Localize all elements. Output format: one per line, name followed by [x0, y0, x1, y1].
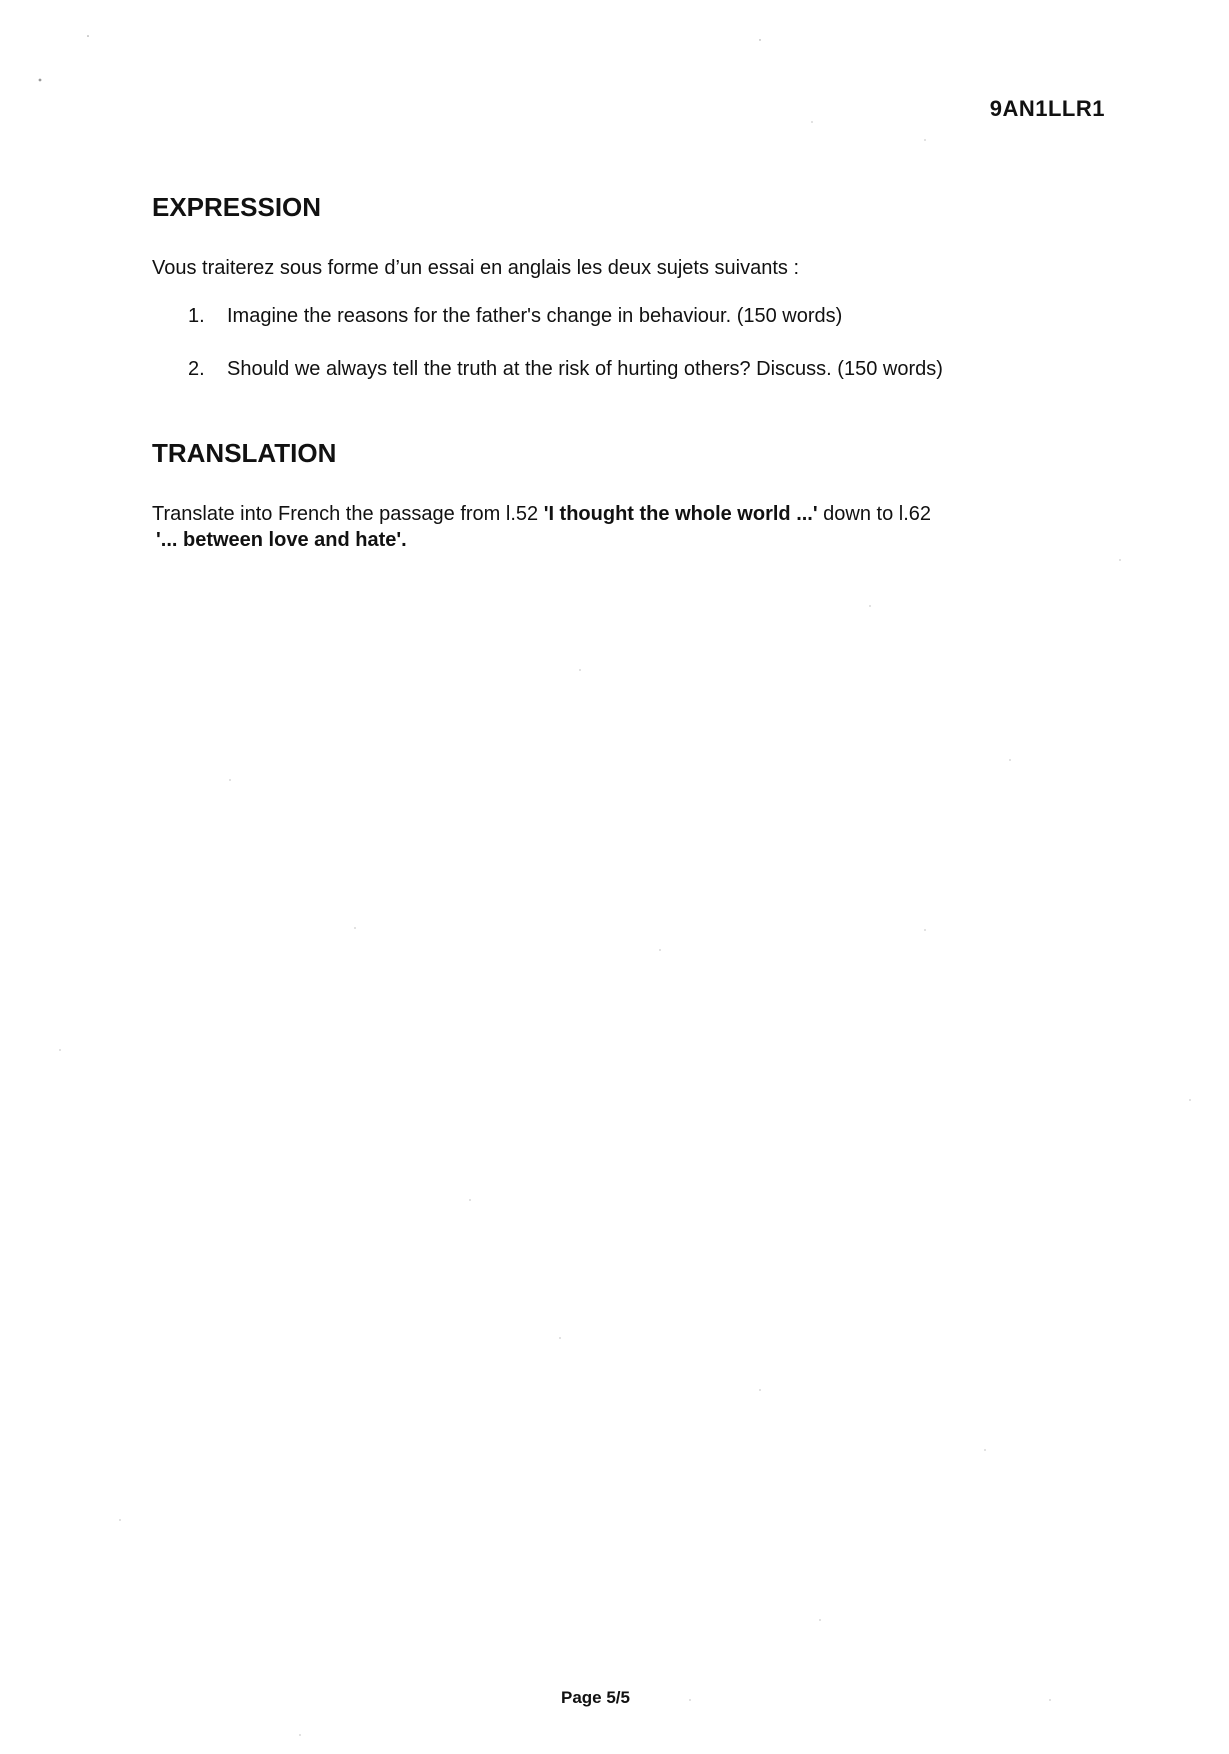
translation-text-middle: down to l.62 — [817, 503, 932, 525]
topic-item — [188, 305, 943, 358]
topic-number: 1. — [188, 305, 205, 327]
translation-text-before: Translate into French the passage from l.52 — [152, 503, 544, 525]
translation-heading: TRANSLATION — [152, 438, 337, 468]
expression-heading: EXPRESSION — [152, 192, 322, 222]
topic-item — [188, 358, 943, 411]
expression-instruction: Vous traiterez sous forme d’un essai en anglais les deux sujets suivants : — [152, 257, 800, 279]
page-number: Page 5/5 — [561, 1688, 630, 1707]
translation-instruction — [152, 501, 1082, 553]
topic-number: 2. — [188, 358, 205, 380]
exam-code: 9AN1LLR1 — [989, 96, 1105, 121]
topic-text: Imagine the reasons for the father's change in behaviour. (150 words) — [227, 305, 843, 327]
topic-list — [188, 305, 943, 411]
translation-quote-start: 'I thought the whole world ...' — [543, 503, 818, 525]
topic-text: Should we always tell the truth at the risk of hurting others? Discuss. (150 words) — [227, 358, 943, 380]
translation-quote-end: '... between love and hate'. — [156, 529, 407, 551]
